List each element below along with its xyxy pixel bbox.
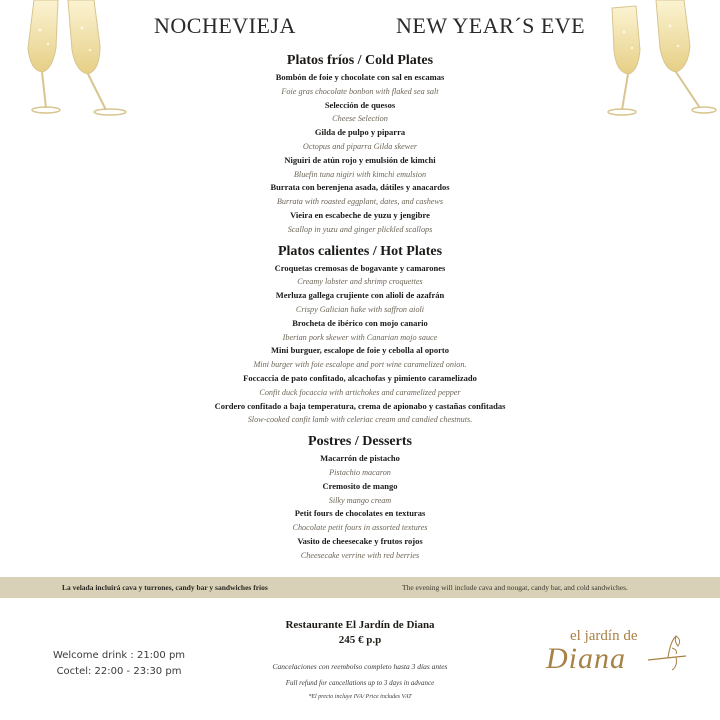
section-hot-plates: [120, 243, 600, 428]
title-nochevieja: NOCHEVIEJA: [154, 13, 296, 38]
branch-icon: [646, 632, 688, 672]
logo-text-main: Diana: [546, 642, 626, 675]
cancellation-note-es: Cancelaciones con reembolso completo hasta 3 días antes: [272, 662, 448, 671]
inclusions-band: [0, 577, 720, 598]
dish-name-en: Cheesecake verrine with red berries: [300, 550, 420, 560]
dish-name-en: Cheese Selection: [332, 114, 388, 124]
dish-item: [120, 126, 600, 154]
dish-name-es: Mini burguer, escalope de foie y cebolla al oporto: [271, 345, 449, 356]
schedule: [44, 648, 194, 680]
dish-name-en: Confit duck focaccia with artichokes and caramelized pepper: [259, 387, 461, 397]
dish-item: [120, 535, 600, 563]
dish-item: [120, 262, 600, 290]
dish-item: [120, 372, 600, 400]
venue-info: [240, 618, 480, 704]
dish-name-en: Burrata with roasted eggplant, dates, and cashews: [276, 197, 444, 207]
section-title: Postres / Desserts: [308, 434, 412, 450]
price: 245 € p.p: [338, 634, 382, 646]
dish-item: [120, 452, 600, 480]
dish-name-es: Vieira en escabeche de yuzu y jengibre: [290, 209, 430, 220]
dish-name-es: Bombón de foie y chocolate con sal en escamas: [275, 72, 445, 82]
dish-name-es: Vasito de cheesecake y frutos rojos: [297, 535, 423, 546]
dish-name-en: Silky mango cream: [328, 495, 392, 505]
dish-item: [120, 507, 600, 535]
menu: [120, 52, 600, 569]
dish-item: [120, 480, 600, 508]
dish-name-en: Scallop in yuzu and ginger plickled scallops: [287, 224, 433, 234]
logo: [540, 628, 690, 678]
dish-name-en: Octopus and piparra Gilda skewer: [302, 141, 418, 151]
dish-name-en: Slow-cooked confit lamb with celeriac cream and candied chestnuts.: [247, 415, 473, 425]
dish-name-en: Foie gras chocolate bonbon with flaked sea salt: [281, 86, 439, 96]
venue-name: Restaurante El Jardín de Diana: [285, 619, 435, 631]
dish-item: [120, 99, 600, 127]
dish-item: [120, 344, 600, 372]
cancellation-note-en: Full refund for cancellations up to 3 days in advance: [285, 679, 435, 687]
dish-name-es: Burrata con berenjena asada, dátiles y anacardos: [270, 182, 450, 193]
logo-text-top: el jardín de: [570, 628, 638, 644]
inclusions-text-es: La velada incluirá cava y turrones, candy bar y sandwiches fríos: [62, 583, 268, 592]
section-title: Platos calientes / Hot Plates: [277, 243, 443, 259]
dish-name-en: Iberian pork skewer with Canarian mojo sauce: [282, 332, 438, 342]
dish-item: [120, 71, 600, 99]
title-new-years-eve: NEW YEAR´S EVE: [396, 13, 586, 38]
dish-name-es: Merluza gallega crujiente con alioli de azafrán: [275, 290, 445, 301]
dish-name-es: Cordero confitado a baja temperatura, crema de apionabo y castañas confitadas: [214, 400, 506, 411]
dish-name-es: Cremosito de mango: [322, 480, 398, 491]
dish-item: [120, 181, 600, 209]
dish-name-en: Bluefin tuna nigiri with kimchi emulsion: [293, 169, 427, 179]
section-desserts: [120, 433, 600, 562]
dish-name-es: Brocheta de ibérico con mojo canario: [292, 317, 428, 328]
dish-name-en: Pistachio macaron: [329, 467, 391, 477]
dish-name-es: Gilda de pulpo y piparra: [314, 127, 406, 138]
dish-name-es: Selección de quesos: [324, 99, 396, 110]
dish-item: [120, 209, 600, 237]
dish-item: [120, 317, 600, 345]
section-cold-plates: [120, 52, 600, 237]
vat-note: *El precio incluye IVA/ Price includes VAT: [308, 694, 412, 700]
inclusions-text-en: The evening will include cava and nougat, candy bar, and cold sandwiches.: [402, 583, 628, 592]
dish-name-en: Creamy lobster and shrimp croquettes: [297, 277, 423, 287]
section-title: Platos fríos / Cold Plates: [286, 53, 434, 68]
champagne-glasses-icon: [20, 0, 132, 118]
cocktail-time: Coctel: 22:00 - 23:30 pm: [56, 666, 182, 677]
dish-name-es: Croquetas cremosas de bogavante y camarones: [274, 262, 446, 273]
dish-name-es: Macarrón de pistacho: [320, 453, 400, 464]
dish-item: [120, 154, 600, 182]
dish-item: [120, 289, 600, 317]
dish-name-en: Mini burger with foie escalope and port wine caramelized onion.: [253, 360, 467, 370]
champagne-glasses-icon: [606, 0, 718, 118]
dish-name-en: Crispy Galician hake with saffron aioli: [295, 304, 425, 314]
welcome-drink-time: Welcome drink : 21:00 pm: [52, 650, 186, 661]
dish-name-es: Petit fours de chocolates en texturas: [294, 508, 426, 519]
dish-name-es: Niguiri de atún rojo y emulsión de kimchi: [284, 154, 436, 165]
dish-item: [120, 400, 600, 428]
dish-name-en: Chocolate petit fours in assorted textures: [292, 523, 428, 533]
dish-name-es: Foccaccia de pato confitado, alcachofas y pimiento caramelizado: [243, 372, 477, 383]
